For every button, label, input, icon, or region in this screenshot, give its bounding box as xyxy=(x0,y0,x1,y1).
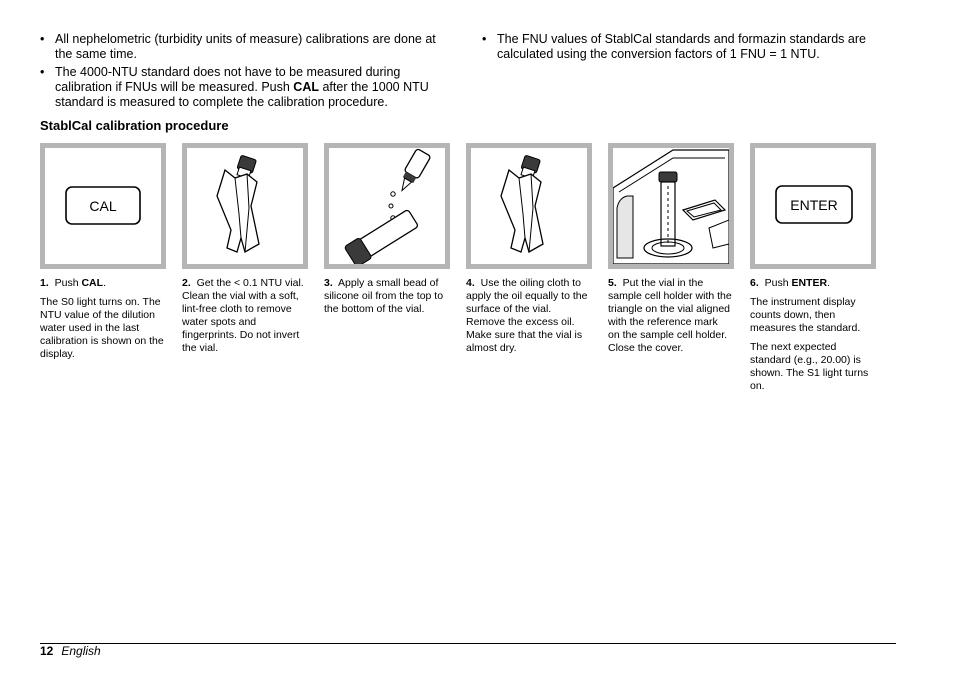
step-5-illustration xyxy=(608,143,734,269)
vial-in-cloth-icon xyxy=(187,148,303,264)
step-6-illustration xyxy=(750,143,876,269)
step-key-name: CAL xyxy=(81,277,104,289)
step-instruction: Apply a small bead of silicone oil from the top to the bottom of the vial. xyxy=(324,277,444,315)
bullet-bold-key: CAL xyxy=(293,80,319,94)
oiling-cloth-icon xyxy=(471,148,587,264)
step-result-text: The S0 light turns on. The NTU value of the dilution water used in the last calibration is shown on the display. xyxy=(40,296,164,360)
section-heading: StablCal calibration procedure xyxy=(40,118,229,133)
step-instruction: Put the vial in the sample cell holder with the triangle on the vial aligned with the reference mark on the sample cell holder. Close the cover. xyxy=(608,277,732,354)
step-instruction: Use the oiling cloth to apply the oil equally to the surface of the vial. Remove the excess oil. Make sure that the vial is almost dry. xyxy=(466,277,588,354)
step-1-illustration xyxy=(40,143,166,269)
step-number: 3. xyxy=(324,277,333,289)
bullet-text: after the 1000 NTU standard is measured to complete the calibration procedure. xyxy=(55,80,429,109)
step-number: 5. xyxy=(608,277,617,289)
intro-bullets-right xyxy=(482,32,892,65)
oil-bottle-and-vial-icon xyxy=(329,148,445,264)
bullet-text: The FNU values of StablCal standards and formazin standards are calculated using the conversion factors of 1 FNU = 1 NTU. xyxy=(497,32,866,61)
step-result-text: The instrument display counts down, then measures the standard. xyxy=(750,296,861,334)
intro-bullets-left xyxy=(40,32,450,113)
step-4-illustration xyxy=(466,143,592,269)
step-instruction: Push xyxy=(764,277,792,289)
step-instruction: Push xyxy=(54,277,82,289)
bullet-text: The 4000-NTU standard does not have to be measured during calibration if FNUs will be measured. Push xyxy=(55,65,401,94)
bullet-item xyxy=(40,65,450,110)
enter-key-icon xyxy=(755,148,871,264)
step-number: 4. xyxy=(466,277,475,289)
cal-key-icon xyxy=(45,148,161,264)
step-3-illustration xyxy=(324,143,450,269)
step-key-name: ENTER xyxy=(791,277,828,289)
step-number: 1. xyxy=(40,277,49,289)
step-number: 6. xyxy=(750,277,759,289)
page-footer xyxy=(40,644,101,658)
bullet-item xyxy=(40,32,450,62)
step-punct: . xyxy=(103,277,106,289)
bullet-text: All nephelometric (turbidity units of measure) calibrations are done at the same time. xyxy=(55,32,436,61)
footer-language: English xyxy=(61,644,101,658)
page-number: 12 xyxy=(40,644,54,658)
step-instruction: Get the < 0.1 NTU vial. Clean the vial with a soft, lint-free cloth to remove water spots and fingerprints. Do not invert the vial. xyxy=(182,277,304,354)
step-2-illustration xyxy=(182,143,308,269)
step-3-text xyxy=(324,277,448,322)
step-number: 2. xyxy=(182,277,191,289)
footer-divider xyxy=(40,643,896,644)
bullet-item xyxy=(482,32,892,62)
cal-key-label: CAL xyxy=(89,198,117,214)
vial-in-instrument-icon xyxy=(613,148,729,264)
step-punct: . xyxy=(827,277,830,289)
enter-key-label: ENTER xyxy=(790,197,838,213)
step-5-text xyxy=(608,277,732,361)
step-1-text xyxy=(40,277,164,367)
step-6-text xyxy=(750,277,874,399)
step-result-text: The next expected standard (e.g., 20.00) is shown. The S1 light turns on. xyxy=(750,341,869,392)
step-4-text xyxy=(466,277,590,361)
step-2-text xyxy=(182,277,306,361)
